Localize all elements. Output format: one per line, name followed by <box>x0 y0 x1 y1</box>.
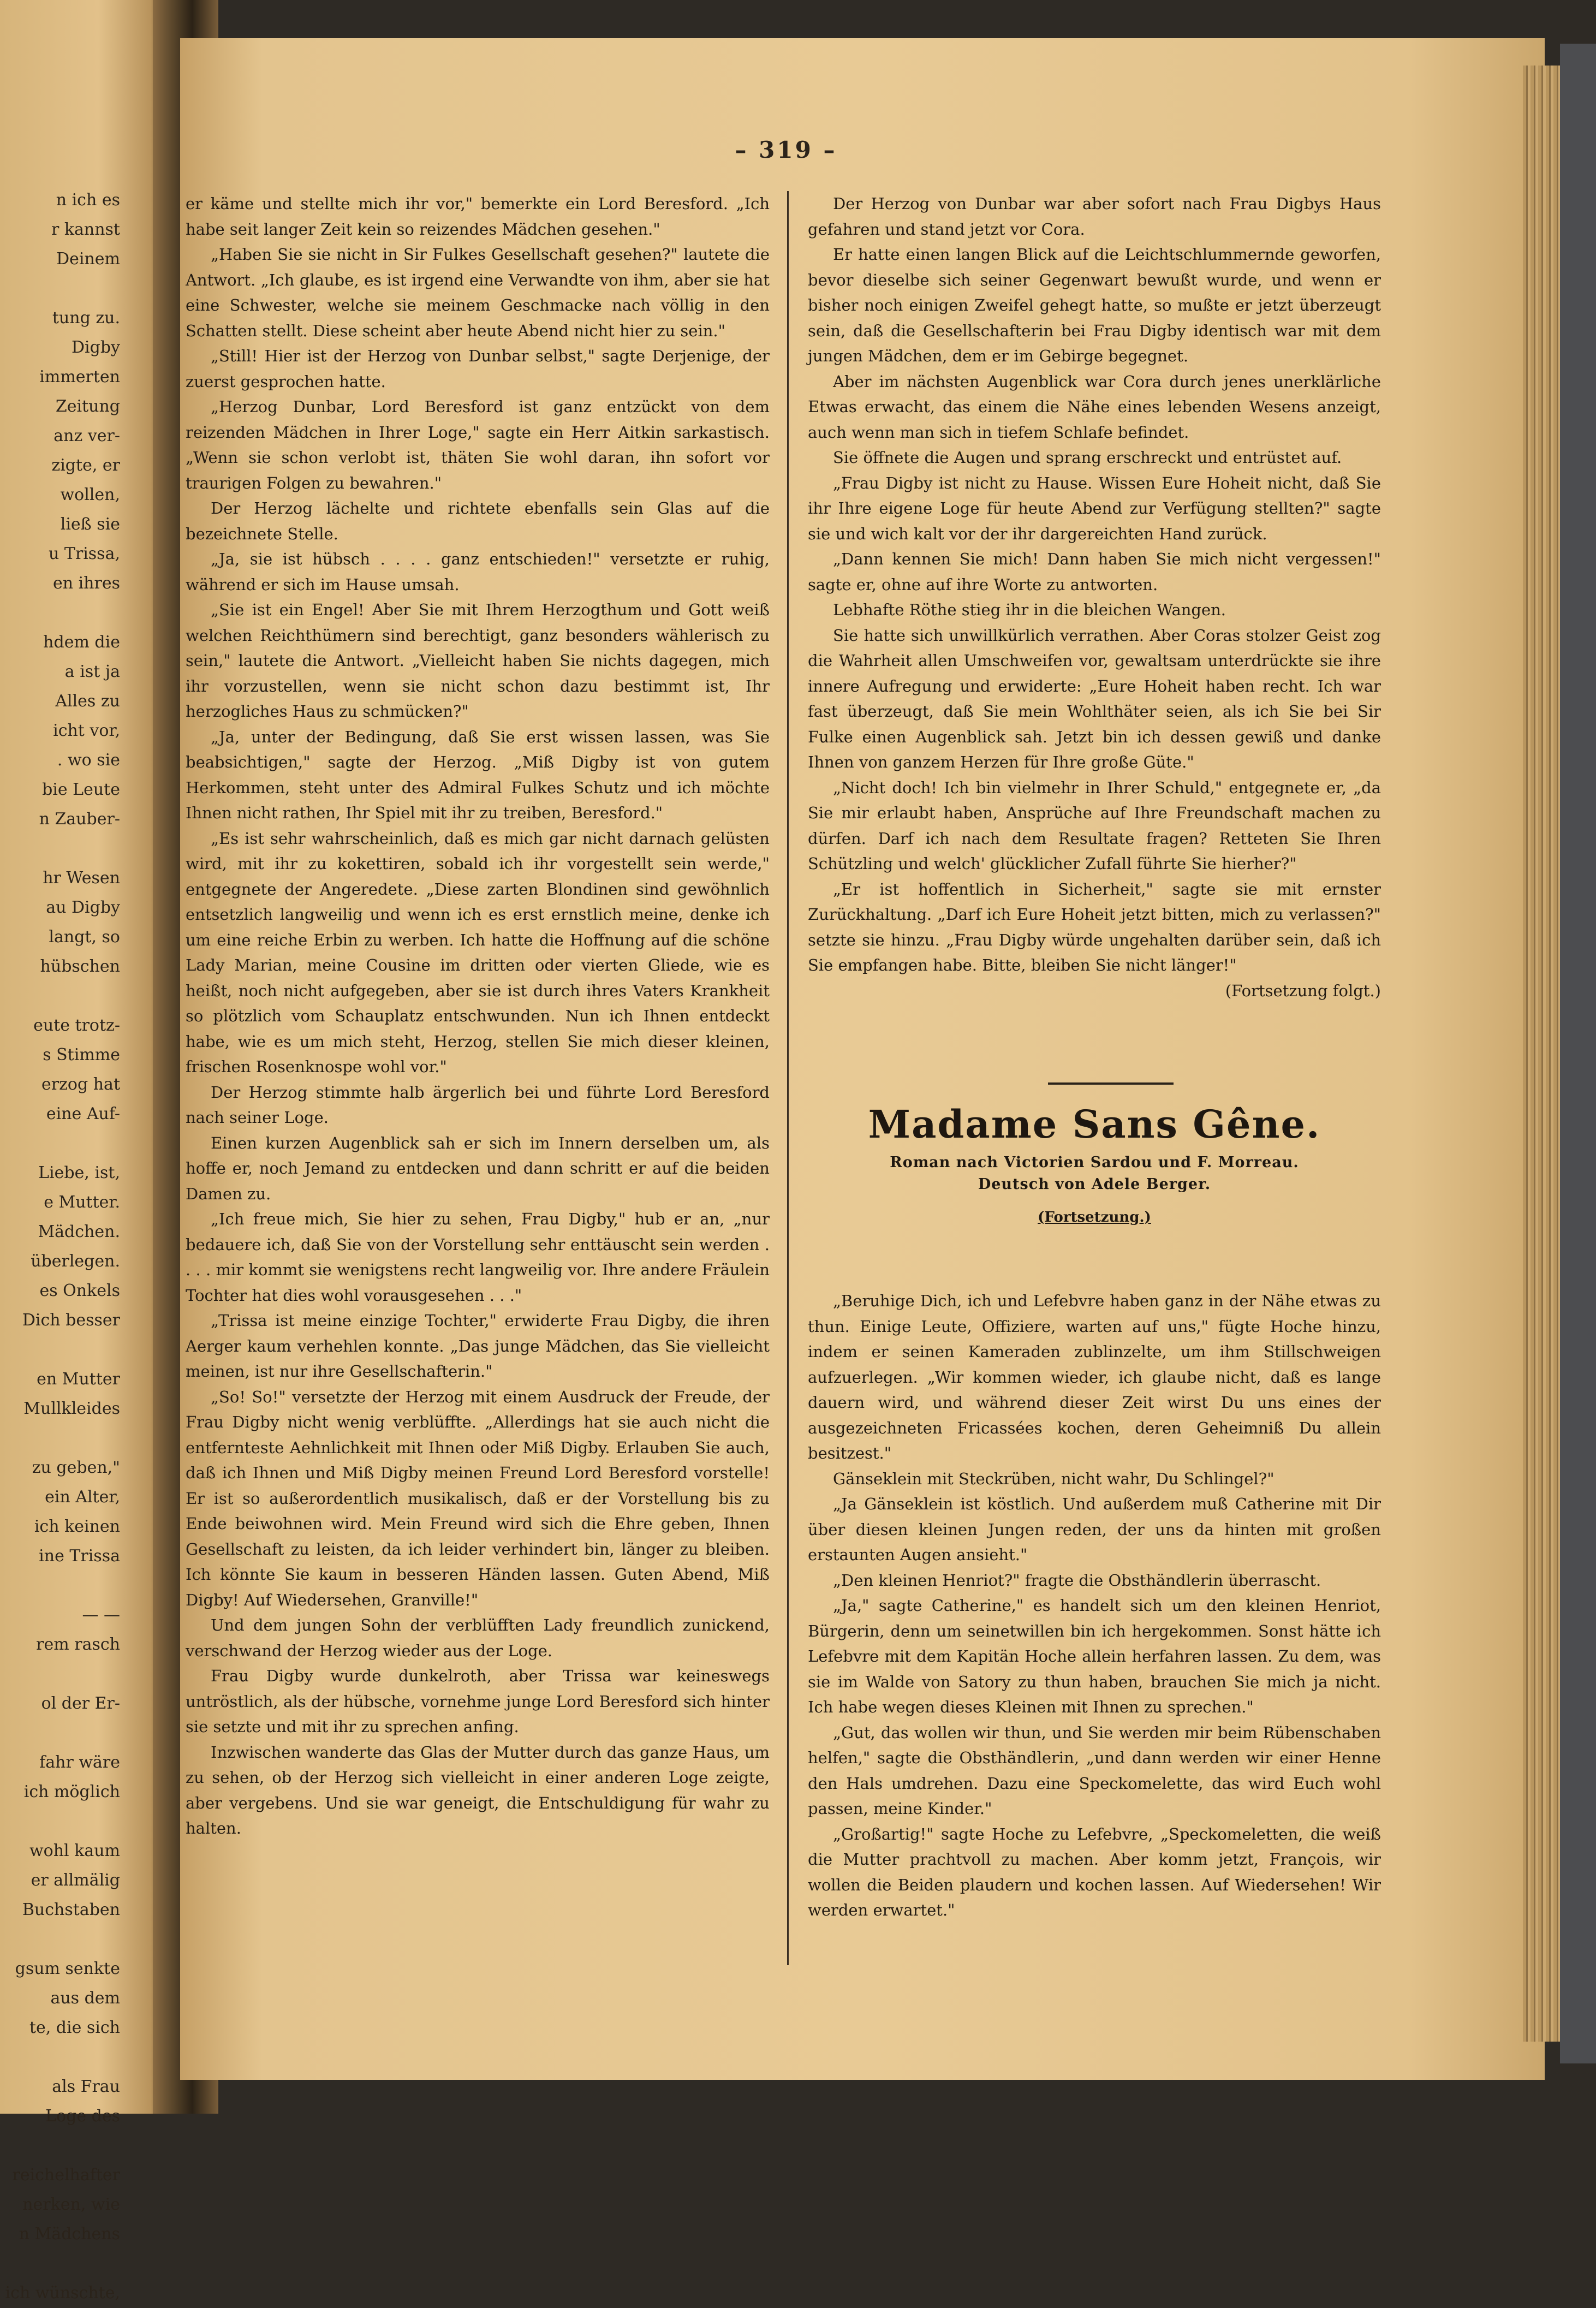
story-title: Madame Sans Gêne. <box>868 1102 1321 1147</box>
fragment-line: icht vor, <box>53 721 120 740</box>
fragment-line: a ist ja <box>64 662 120 681</box>
paragraph: „Sie ist ein Engel! Aber Sie mit Ihrem Herzogthum und Gott weiß welchen Reichthümern sind berechtigt, ganz besonders wählerisch zu sein," lautete die Antwort. „Vielleicht haben Sie nichts dagegen, mich ihr vorzustellen, wenn sie nicht schon dazu bestimmt ist, Ihr herzogliches Haus zu schmücken?" <box>186 600 770 721</box>
fragment-line: s Stimme <box>43 1045 120 1064</box>
fragment-line: n Zauber- <box>39 810 120 829</box>
paragraph: „Gut, das wollen wir thun, und Sie werden mir beim Rübenschaben helfen," sagte die Obsthändlerin, „und dann werden wir einer Henne den Hals umdrehen. Dazu eine Speckomelette, das wird Euch wohl passen, meine Kinder." <box>808 1723 1381 1818</box>
fragment-line: er allmälig <box>31 1871 120 1890</box>
fragment-line: reichelhafter <box>12 2166 120 2185</box>
fragment-line <box>0 982 120 1011</box>
paragraph: „Dann kennen Sie mich! Dann haben Sie mich nicht vergessen!" sagte er, ohne auf ihre Worte zu antworten. <box>808 550 1381 594</box>
fragment-line: wollen, <box>60 485 120 504</box>
fragment-line: immerten <box>39 367 120 386</box>
paragraph: „Er ist hoffentlich in Sicherheit," sagte sie mit ernster Zurückhaltung. „Darf ich Eure Hoheit jetzt bitten, mich zu verlassen?" setzte sie hinzu. „Frau Digby würde ungehalten darüber sein, daß ich Sie empfangen habe. Bitte, bleiben Sie nicht länger!" <box>808 879 1381 974</box>
fragment-line: hdem die <box>43 633 120 652</box>
paragraph: Frau Digby wurde dunkelroth, aber Trissa war keineswegs untröstlich, als der hübsche, vornehme junge Lord Beresford sich hinter sie setzte und mit ihr zu sprechen anfing. <box>186 1667 770 1736</box>
fragment-line <box>0 1424 120 1453</box>
paragraph: „Ja Gänseklein ist köstlich. Und außerdem muß Catherine mit Dir über diesen kleinen Jungen reden, der uns da hinten mit großen erstaunten Augen ansieht." <box>808 1495 1381 1564</box>
section-rule <box>1048 1082 1174 1085</box>
paragraph: Der Herzog von Dunbar war aber sofort nach Frau Digbys Haus gefahren und stand jetzt vor Cora. <box>808 194 1381 239</box>
fragment-line: eute trotz- <box>33 1016 120 1035</box>
fragment-line <box>0 598 120 628</box>
fragment-line: als Frau <box>52 2077 120 2096</box>
fragment-line: ine Trissa <box>39 1546 120 1566</box>
fragment-line: en Mutter <box>37 1370 120 1389</box>
fragment-line: . wo sie <box>57 751 120 770</box>
fragment-line: Dich besser <box>22 1311 120 1330</box>
paragraph: Inzwischen wanderte das Glas der Mutter durch das ganze Haus, um zu sehen, ob der Herzog sich vielleicht in einer anderen Loge zeigte, aber vergebens. Und sie war geneigt, die Entschuldigung für wahr zu halten. <box>186 1742 770 1837</box>
fragment-line: Digby <box>71 338 120 357</box>
fragment-line: gsum senkte <box>15 1959 120 1978</box>
fragment-line: — — <box>82 1605 120 1625</box>
paragraph: „Nicht doch! Ich bin vielmehr in Ihrer Schuld," entgegnete er, „da Sie mir erlaubt haben, Ansprüche auf Ihre Freundschaft machen zu dürfen. Darf ich nach dem Resultate fragen? Retteten Sie Ihren Schützling und welch' glücklicher Zufall führte Sie hierher?" <box>808 778 1381 873</box>
fragment-line: überlegen. <box>31 1252 120 1271</box>
paragraph: „Den kleinen Henriot?" fragte die Obsthändlerin überrascht. <box>833 1571 1321 1590</box>
fragment-line: rem rasch <box>36 1635 120 1654</box>
fragment-line: en ihres <box>52 574 120 593</box>
paragraph: „Frau Digby ist nicht zu Hause. Wissen Eure Hoheit nicht, daß Sie ihr Ihre eigene Loge für heute Abend zur Verfügung stellten?" sagte sie und wich kalt vor der ihr dargereichten Hand zurück. <box>808 473 1381 543</box>
continued-note: (Fortsetzung folgt.) <box>1225 981 1381 1000</box>
fragment-line: fahr wäre <box>39 1753 120 1772</box>
paragraph: „So! So!" versetzte der Herzog mit einem Ausdruck der Freude, der Frau Digby nicht wenig verblüffte. „Allerdings hat sie auch nicht die entfernteste Aehnlichkeit mit Ihnen oder Miß Digby. Erlauben Sie auch, daß ich Ihnen und Miß Digby meinen Freund Lord Beresford vorstelle! Er ist so außerordentlich musikalisch, daß er der Vorstellung bis zu Ende beiwohnen wird. Mein Freund wird sich die Ehre geben, Ihnen Gesellschaft zu leisten, da ich leider verhindert bin, länger zu bleiben. Ich könnte Sie kaum in besseren Händen lassen. Guten Abend, Miß Digby! Auf Wiedersehen, Granville!" <box>186 1387 770 1609</box>
fragment-line: ich wünschte, <box>5 2283 120 2303</box>
paragraph: „Großartig!" sagte Hoche zu Lefebvre, „Speckomeletten, die weiß die Mutter prachtvoll zu machen. Aber komm jetzt, François, wir wollen die Beiden plaudern und kochen lassen. Auf Wiedersehen! Wir werden erwartet." <box>808 1824 1381 1919</box>
left-column <box>186 191 770 1841</box>
paragraph: Und dem jungen Sohn der verblüfften Lady freundlich zunickend, verschwand der Herzog wieder aus der Loge. <box>186 1616 770 1660</box>
paragraph: Der Herzog stimmte halb ärgerlich bei und führte Lord Beresford nach seiner Loge. <box>186 1082 770 1127</box>
paragraph: Sie öffnete die Augen und sprang erschreckt und entrüstet auf. <box>833 448 1342 467</box>
paragraph: „Ja, sie ist hübsch . . . . ganz entschieden!" versetzte er ruhig, während er sich im Hause umsah. <box>186 550 770 594</box>
book-cover-board <box>1560 44 1596 2063</box>
fragment-line: eine Auf- <box>46 1104 120 1123</box>
fragment-line <box>0 1925 120 1954</box>
left-page <box>0 0 164 2303</box>
fragment-line <box>0 834 120 864</box>
paragraph: „Herzog Dunbar, Lord Beresford ist ganz entzückt von dem reizenden Mädchen in Ihrer Loge," sagte ein Herr Aitkin sarkastisch. „Wenn sie schon verlobt ist, thäten Sie wohl daran, ihn sofort vor traurigen Folgen zu bewahren." <box>186 397 770 492</box>
page-number: – 319 – <box>735 136 837 163</box>
fragment-line: e Mutter. <box>44 1193 120 1212</box>
paragraph: „Haben Sie sie nicht in Sir Fulkes Gesellschaft gesehen?" lautete die Antwort. „Ich glaube, es ist irgend eine Verwandte von ihm, aber sie hat eine Schwester, welche sie meinem Geschmacke nach völlig in den Schatten stellt. Diese scheint aber heute Abend nicht hier zu sein." <box>186 245 770 340</box>
fragment-line: ließ sie <box>60 515 120 534</box>
story-column <box>808 1288 1381 1923</box>
fragment-line <box>0 1718 120 1748</box>
fragment-line: es Onkels <box>39 1281 120 1300</box>
paragraph: Lebhafte Röthe stieg ihr in die bleichen Wangen. <box>833 600 1226 619</box>
paragraph: „Ja, unter der Bedingung, daß Sie erst wissen lassen, was Sie beabsichtigen," sagte der Herzog. „Miß Digby ist von gutem Herkommen, steht unter des Admiral Fulkes Schutz und ich möchte Ihnen nicht rathen, Ihr Spiel mit ihr zu treiben, Beresford." <box>186 727 770 822</box>
fragment-line: aus dem <box>50 1989 120 2008</box>
paragraph: Der Herzog lächelte und richtete ebenfalls sein Glas auf die bezeichnete Stelle. <box>186 499 770 543</box>
fragment-line: nerken, wie <box>22 2195 120 2214</box>
fragment-line: ein Alter, <box>45 1488 120 1507</box>
fragment-line: ich keinen <box>34 1517 120 1536</box>
paragraph: „Es ist sehr wahrscheinlich, daß es mich gar nicht darnach gelüsten wird, mit ihr zu kokettiren, sobald ich ihr vorgestellt sein werde," entgegnete der Angeredete. „Diese zarten Blondinen sind gewöhnlich entsetzlich langweilig und wenn ich es erst ernstlich meine, denke ich um eine reiche Erbin zu werben. Ich hatte die Hoffnung auf die schöne Lady Marian, meine Cousine im dritten oder vierten Gliede, wie es heißt, noch nicht aufgegeben, aber sie ist durch ihres Vaters Krankheit so plötzlich vom Schauplatz entschwunden. Nun ich Ihnen entdeckt habe, wie es um mich steht, Herzog, stellen Sie mich dieser kleinen, frischen Rosenknospe wohl vor." <box>186 829 770 1076</box>
story-heading <box>808 1097 1381 1242</box>
paragraph: „Ich freue mich, Sie hier zu sehen, Frau Digby," hub er an, „nur bedauere ich, daß Sie von der Vorstellung sehr enttäuscht sein werden . . . . mir kommt sie wenigstens recht langweilig vor. Ihre andere Fräulein Tochter hat dies wohl vorausgesehen . . ." <box>186 1210 770 1305</box>
story-translator: Deutsch von Adele Berger. <box>978 1176 1211 1193</box>
column-divider <box>787 191 789 1965</box>
paragraph: Einen kurzen Augenblick sah er sich im Innern derselben um, als hoffe er, noch Jemand zu entdecken und dann schritt er auf die beiden Damen zu. <box>186 1133 770 1203</box>
paragraph: Aber im nächsten Augenblick war Cora durch jenes unerklärliche Etwas erwacht, das einem die Nähe eines lebenden Wesens anzeigt, auch wenn man sich in tiefem Schlafe befindet. <box>808 372 1381 442</box>
fragment-line <box>0 2249 120 2279</box>
fragment-line: zigte, er <box>51 456 120 475</box>
fragment-line: au Digby <box>46 898 120 917</box>
fragment-line: Buchstaben <box>22 1900 120 1919</box>
fragment-line: ich möglich <box>23 1782 120 1801</box>
fragment-line: Deinem <box>56 249 120 269</box>
fragment-line: Mädchen. <box>38 1222 120 1241</box>
fragment-line: erzog hat <box>41 1075 120 1094</box>
fragment-line <box>0 2043 120 2072</box>
fragment-line: Alles zu <box>55 692 120 711</box>
fragment-line <box>0 1807 120 1836</box>
paragraph: Sie hatte sich unwillkürlich verrathen. Aber Coras stolzer Geist zog die Wahrheit allen Umschweifen vor, gewaltsam unterdrückte sie ihre innere Aufregung und erwiderte: „Eure Hoheit haben recht. Ich war fast überzeugt, daß Sie mein Wohlthäter seien, als ich Sie bei Sir Fulke einen Augenblick sah. Jetzt bin ich dessen gewiß und danke Ihnen von ganzem Herzen für Ihre große Güte." <box>808 626 1381 771</box>
fragment-line <box>0 1659 120 1689</box>
fragment-line: wohl kaum <box>29 1841 120 1860</box>
fragment-line: Mullkleides <box>23 1399 120 1418</box>
fragment-line: te, die sich <box>29 2018 120 2037</box>
fragment-line: hr Wesen <box>43 869 120 888</box>
fragment-line: langt, so <box>49 927 120 947</box>
story-continuation: (Fortsetzung.) <box>1038 1209 1151 1226</box>
fragment-line <box>0 2131 120 2161</box>
fragment-line: hübschen <box>40 957 120 976</box>
story-byline: Roman nach Victorien Sardou und F. Morreau. <box>890 1154 1299 1171</box>
paragraph: „Still! Hier ist der Herzog von Dunbar selbst," sagte Derjenige, der zuerst gesprochen hatte. <box>186 347 770 391</box>
paragraph: Er hatte einen langen Blick auf die Leichtschlummernde geworfen, bevor dieselbe sich seiner Gegenwart bewußt wurde, und wenn er bisher noch einigen Zweifel gehegt hatte, so mußte er jetzt überzeugt sein, daß die Gesellschafterin bei Frau Digby identisch war mit dem jungen Mädchen, dem er im Gebirge begegnet. <box>808 245 1381 365</box>
paragraph: „Ja," sagte Catherine," es handelt sich um den kleinen Henriot, Bürgerin, denn um seinetwillen bin ich hergekommen. Sonst hätte ich Lefebvre mit dem Kapitän Hoche allein herfahren lassen. Zu dem, was sie im Walde von Satory zu thun haben, brauchen Sie mich ja nicht. Ich habe wegen dieses Kleinen mit Ihnen zu sprechen." <box>808 1596 1381 1716</box>
fragment-line: zu geben," <box>32 1458 120 1477</box>
fragment-line <box>0 274 120 304</box>
paragraph: Gänseklein mit Steckrüben, nicht wahr, Du Schlingel?" <box>833 1469 1275 1488</box>
paragraph: er käme und stellte mich ihr vor," bemerkte ein Lord Beresford. „Ich habe seit langer Zeit kein so reizendes Mädchen gesehen." <box>186 194 770 239</box>
fragment-line: tung zu. <box>52 308 120 328</box>
fragment-line: Zeitung <box>55 397 120 416</box>
fragment-line: bie Leute <box>42 780 120 799</box>
fragment-line: ol der Er- <box>41 1694 120 1713</box>
paragraph: „Trissa ist meine einzige Tochter," erwiderte Frau Digby, die ihren Aerger kaum verhehlen konnte. „Das junge Mädchen, das Sie vielleicht meinen, ist nur ihre Gesellschafterin." <box>186 1311 770 1381</box>
fragment-line: n Mädchens <box>19 2224 120 2244</box>
fragment-line: n ich es <box>56 191 120 210</box>
fragment-line <box>0 1129 120 1158</box>
paragraph: „Beruhige Dich, ich und Lefebvre haben ganz in der Nähe etwas zu thun. Einige Leute, Offiziere, warten auf uns," fügte Hoche hinzu, indem er seinen Kameraden zublinzelte, um ihm Stillschweigen aufzuerlegen. „Wir kommen wieder, ich glaube nicht, daß es lange dauern wird, und während dieser Zeit wirst Du uns eines der ausgezeichneten Fricassées kochen, deren Geheimniß Du allein besitzest." <box>808 1292 1381 1462</box>
left-page-fragments <box>0 186 120 2308</box>
fragment-line: r kannst <box>51 220 120 239</box>
fragment-line <box>0 1335 120 1365</box>
right-column <box>808 191 1381 1003</box>
fragment-line: anz ver- <box>53 426 120 445</box>
fragment-line: Loge des <box>45 2107 120 2126</box>
fragment-line: u Trissa, <box>48 544 120 563</box>
fragment-line <box>0 1571 120 1601</box>
fragment-line: Liebe, ist, <box>38 1163 120 1182</box>
